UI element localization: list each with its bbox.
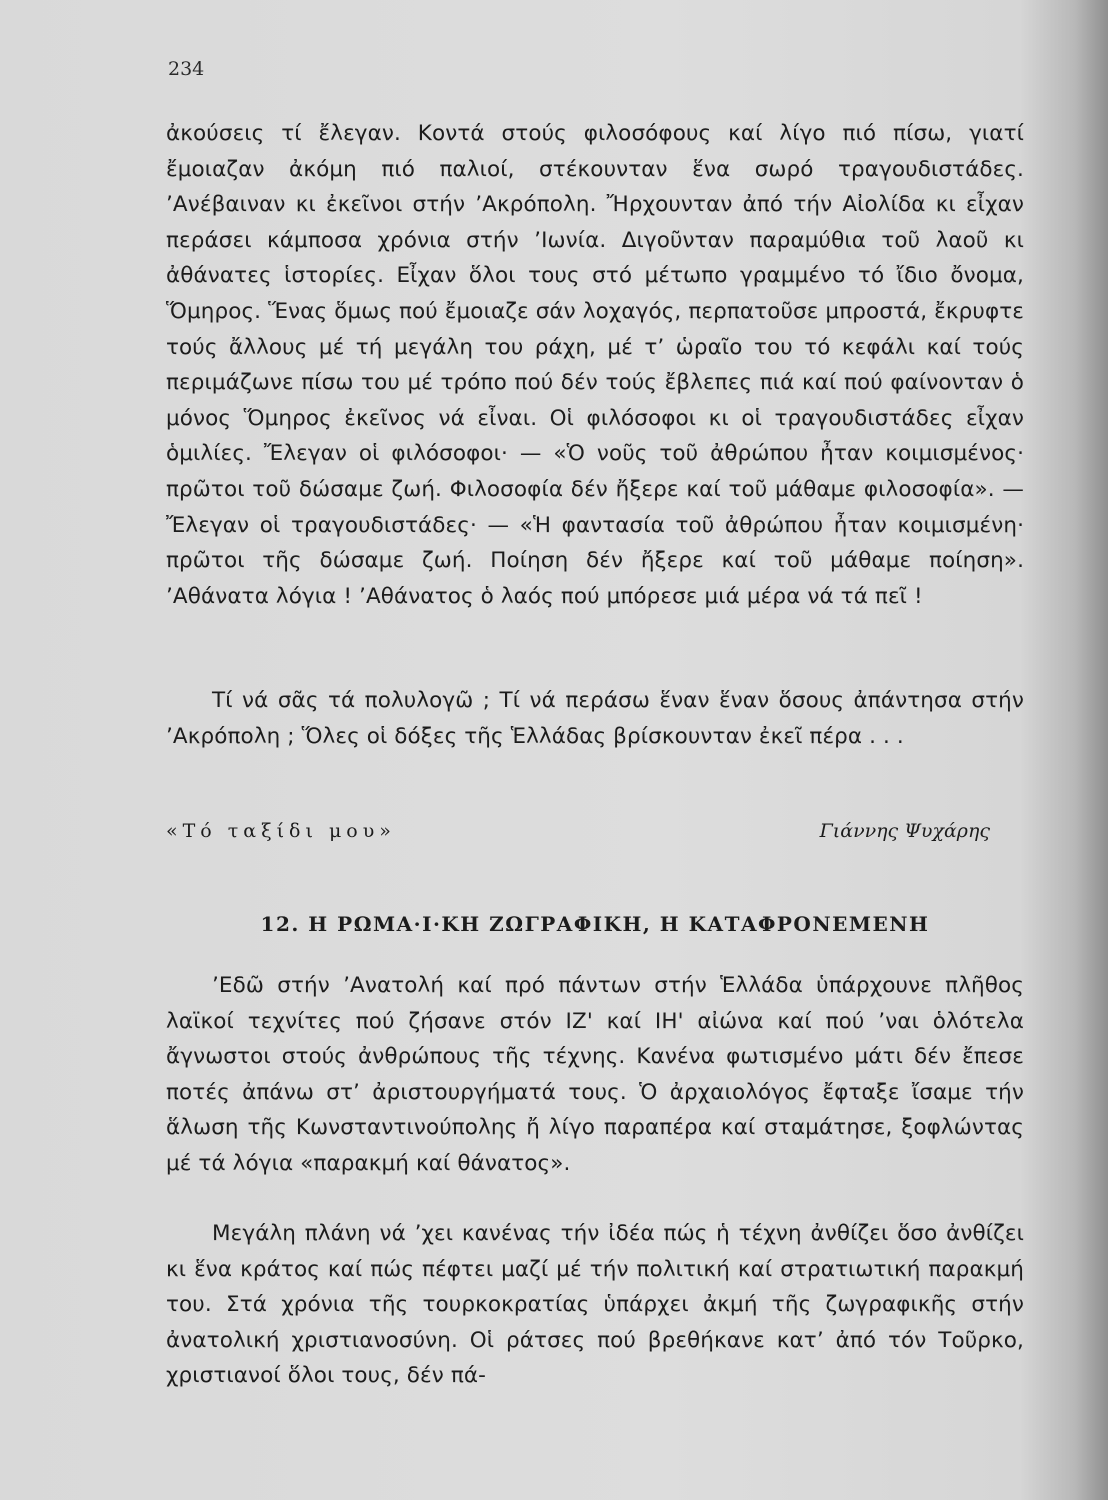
paragraph: ἀκούσεις τί ἔλεγαν. Κοντά στούς φιλοσόφους καί λίγο πιό πίσω, γιατί ἔμοιαζαν ἀκόμη πιό παλιοί, στέκουνταν ἕνα σωρό τραγουδιστάδες. ’Ανέβαιναν κι ἐκεῖνοι στήν ’Ακρόπολη. Ἤρχουνταν ἀπό τήν Αἰολίδα κι εἶχαν περάσει κάμποσα χρόνια στήν ’Ιωνία. Διγοῦνταν παραμύθια τοῦ λαοῦ κι ἀθάνατες ἱστορίες. Εἶχαν ὅλοι τους στό μέτωπο γραμμένο τό ἴδιο ὄνομα, Ὅμηρος. Ἕνας ὅμως πού ἔμοιαζε σάν λοχαγός, περπατοῦσε μπροστά, ἔκρυφτε τούς ἄλλους μέ τή μεγάλη του ράχη, μέ τ’ ὡραῖο του τό κεφάλι καί τούς περιμάζωνε πίσω του μέ τρόπο πού δέν τούς ἔβλεπες πιά καί πού φαίνονταν ὁ μόνος Ὅμηρος ἐκεῖνος νά εἶναι. Οἱ φιλόσοφοι κι οἱ τραγουδιστάδες εἶχαν ὁμιλίες. Ἔλεγαν οἱ φιλόσοφοι· — «Ὁ νοῦς τοῦ ἀθρώπου ἦταν κοιμισμένος· πρῶτοι τοῦ δώσαμε ζωή. Φιλοσοφία δέν ἤξερε καί τοῦ μάθαμε φιλοσοφία». — Ἔλεγαν οἱ τραγουδιστάδες· — «Ἡ φαντασία τοῦ ἀθρώπου ἦταν κοιμισμένη· πρῶτοι τῆς δώσαμε ζωή. Ποίηση δέν ἤξερε καί τοῦ μάθαμε ποίηση». ’Αθάνατα λόγια ! ’Αθάνατος ὁ λαός πού μπόρεσε μιά μέρα νά τά πεῖ ! xyxy=(166,121,1024,609)
text-block-4 xyxy=(166,1216,1024,1394)
attribution xyxy=(166,820,1024,852)
text-block-1 xyxy=(166,116,1024,614)
source-title: «Τό ταξίδι μου» xyxy=(166,820,396,842)
paragraph: Μεγάλη πλάνη νά ’χει κανένας τήν ἰδέα πώς ἡ τέχνη ἀνθίζει ὅσο ἀνθίζει κι ἕνα κράτος καί πώς πέφτει μαζί μέ τήν πολιτική καί στρατιωτική παρακμή του. Στά χρόνια τῆς τουρκοκρατίας ὑπάρχει ἀκμή τῆς ζωγραφικῆς στήν ἀνατολική χριστιανοσύνη. Οἱ ράτσες πού βρεθήκανε κατ’ ἀπό τόν Τοῦρκο, χριστιανοί ὅλοι τους, δέν πά- xyxy=(166,1221,1024,1389)
author-name: Γιάννης Ψυχάρης xyxy=(819,820,990,842)
paragraph: ’Εδῶ στήν ’Ανατολή καί πρό πάντων στήν Ἑλλάδα ὑπάρχουνε πλῆθος λαϊκοί τεχνίτες πού ζήσανε στόν ΙΖ' καί ΙΗ' αἰώνα καί πού ’ναι ὁλότελα ἄγνωστοι στούς ἀνθρώπους τῆς τέχνης. Κανένα φωτισμένο μάτι δέν ἔπεσε ποτές ἀπάνω στ’ ἀριστουργήματά τους. Ὁ ἀρχαιολόγος ἔφταξε ἴσαμε τήν ἅλωση τῆς Κωνσταντινούπολης ἤ λίγο παραπέρα καί σταμάτησε, ξοφλώντας μέ τά λόγια «παρακμή καί θάνατος». xyxy=(166,973,1024,1176)
text-block-2 xyxy=(166,683,1024,754)
page-number: 234 xyxy=(168,58,205,80)
text-block-3 xyxy=(166,968,1024,1182)
paragraph: Τί νά σᾶς τά πολυλογῶ ; Τί νά περάσω ἕναν ἕναν ὅσους ἀπάντησα στήν ’Ακρόπολη ; Ὅλες οἱ δόξες τῆς Ἑλλάδας βρίσκουνταν ἐκεῖ πέρα . . . xyxy=(166,688,1024,749)
section-heading: 12. Η ΡΩΜΑ·Ι·ΚΗ ΖΩΓΡΑΦΙΚΗ, Η ΚΑΤΑΦΡΟΝΕΜΕΝΗ xyxy=(260,912,930,936)
